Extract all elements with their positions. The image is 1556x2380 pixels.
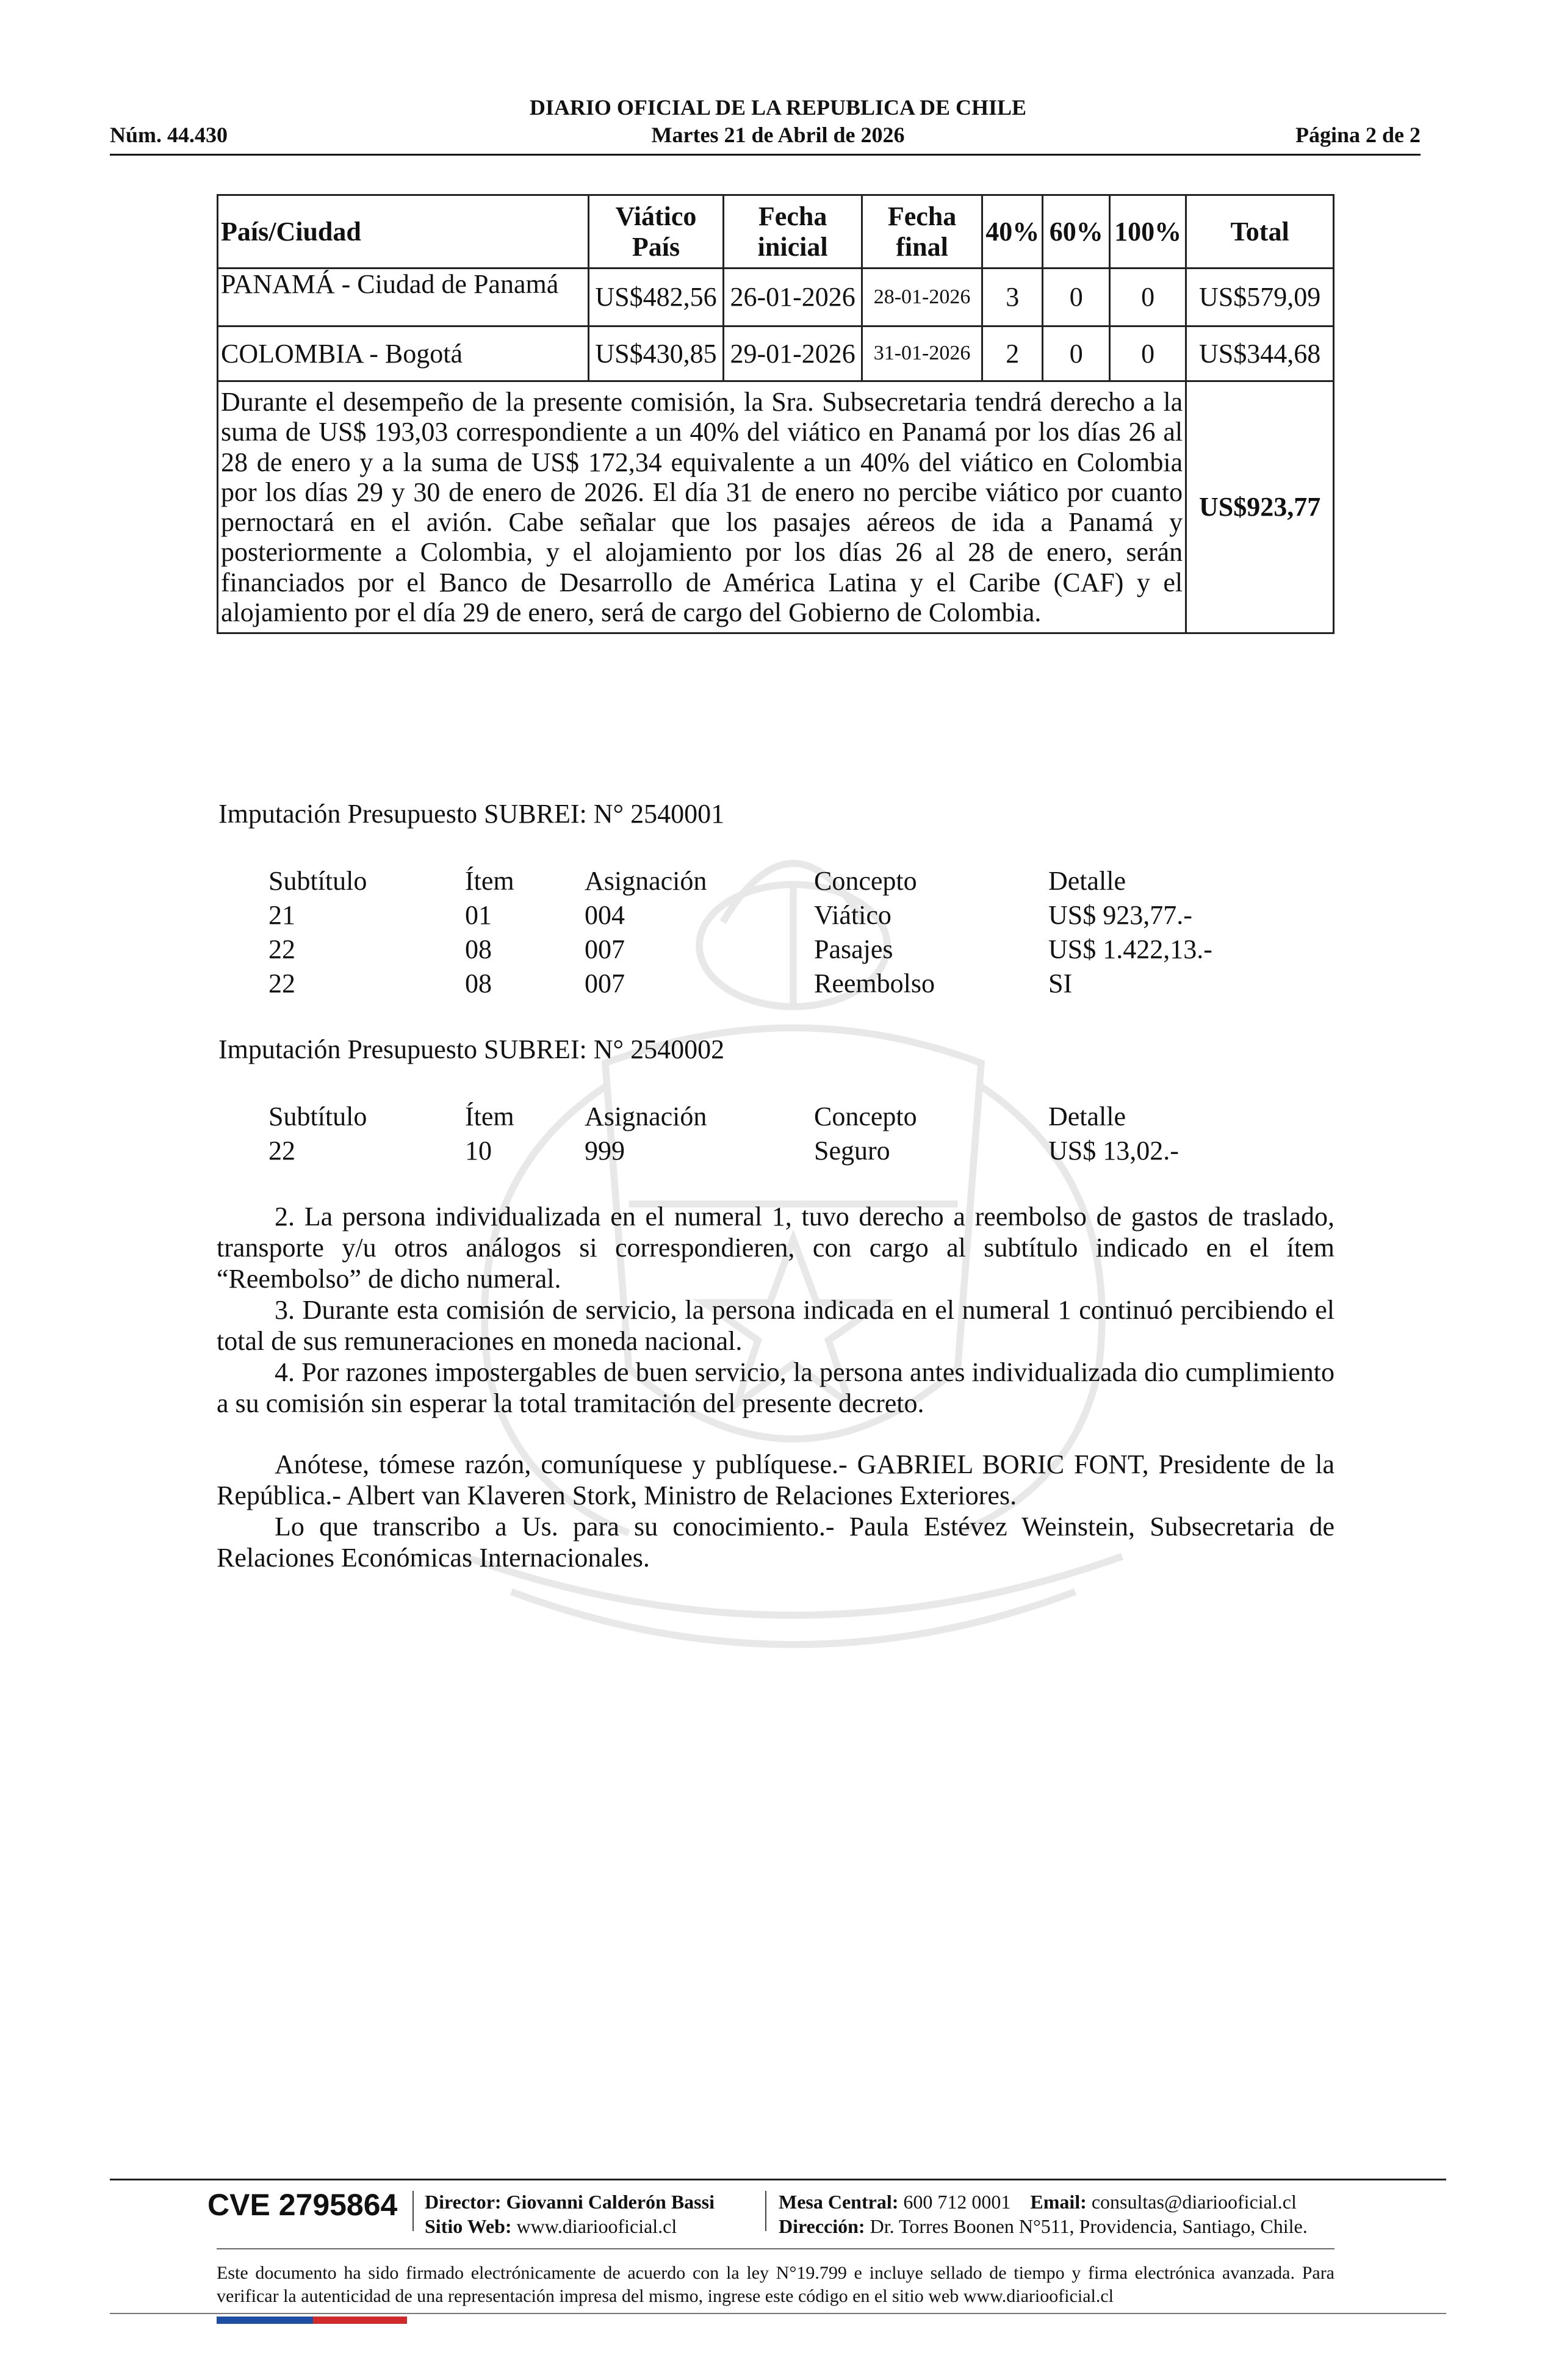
imputation-col-header: Asignación — [585, 866, 707, 896]
col-header-viatico: Viático País — [588, 195, 724, 269]
director-line: Director: Giovanni Calderón Bassi — [425, 2191, 715, 2213]
cell-fecha-inicial: 26-01-2026 — [724, 269, 862, 326]
cell-pais: COLOMBIA - Bogotá — [218, 326, 589, 381]
paragraph-3: 3. Durante esta comisión de servicio, la persona indicada en el numeral 1 continuó percibiendo el total de sus remuneraciones en moneda nacional. — [217, 1295, 1334, 1356]
website-link[interactable]: www.diariooficial.cl — [516, 2215, 677, 2237]
imputation-cell: 08 — [465, 968, 492, 998]
imputation-cell: 01 — [465, 900, 492, 930]
imputation-cell: Reembolso — [814, 968, 935, 998]
cell-fecha-final: 31-01-2026 — [862, 326, 982, 381]
footer-separator — [765, 2191, 766, 2231]
signature-notice: Este documento ha sido firmado electrónicamente de acuerdo con la ley N°19.799 e incluye sellado de tiempo y firma electrónica avanzada. Para verificar la autenticidad de una representación impresa del mismo, ingrese este código en el sitio web www.diariooficial.cl — [217, 2263, 1334, 2306]
grand-total: US$923,77 — [1186, 381, 1334, 633]
cell-viatico: US$430,85 — [588, 326, 724, 381]
transcription-paragraph: Lo que transcribo a Us. para su conocimiento.- Paula Estévez Weinstein, Subsecretaria de Relaciones Económicas Internacionales. — [217, 1512, 1334, 1573]
website-line: Sitio Web: www.diariooficial.cl — [425, 2215, 677, 2237]
imputation-col-header: Asignación — [585, 1102, 707, 1131]
contact-line: Mesa Central: 600 712 0001 Email: consultas@diariooficial.cl — [779, 2191, 1297, 2213]
imputation-cell: Seguro — [814, 1136, 890, 1166]
imputation-col-header: Concepto — [814, 866, 917, 896]
col-header-100: 100% — [1110, 195, 1186, 269]
imputation-cell: Pasajes — [814, 934, 893, 964]
imputation-cell: 004 — [585, 900, 625, 930]
imputation-cell: SI — [1048, 968, 1073, 998]
imputation-cell: 007 — [585, 934, 625, 964]
email-link[interactable]: consultas@diariooficial.cl — [1091, 2191, 1297, 2213]
imputation-cell: US$ 923,77.- — [1048, 900, 1192, 930]
imputation-cell: 007 — [585, 968, 625, 998]
col-header-total: Total — [1186, 195, 1334, 269]
col-header-fecha-inicial: Fecha inicial — [724, 195, 862, 269]
imputation-cell: US$ 1.422,13.- — [1048, 934, 1212, 964]
cell-40: 3 — [982, 269, 1043, 326]
imputation-col-header: Detalle — [1048, 866, 1126, 896]
imputation-col-header: Concepto — [814, 1102, 917, 1131]
imputation-col-header: Ítem — [465, 866, 514, 896]
paragraph-4: 4. Por razones impostergables de buen servicio, la persona antes individualizada dio cumplimiento a su comisión sin esperar la total tramitación del presente decreto. — [217, 1357, 1334, 1418]
col-header-fecha-final: Fecha final — [862, 195, 982, 269]
imputation-title: Imputación Presupuesto SUBREI: N° 2540001 — [218, 799, 725, 829]
imputation-cell: 22 — [268, 934, 295, 964]
cell-total: US$579,09 — [1186, 269, 1334, 326]
address-line: Dirección: Dr. Torres Boonen N°511, Providencia, Santiago, Chile. — [779, 2215, 1308, 2237]
cell-100: 0 — [1110, 326, 1186, 381]
viatico-table — [217, 194, 1334, 634]
col-header-pais: País/Ciudad — [218, 195, 589, 269]
imputation-cell: 08 — [465, 934, 492, 964]
cell-100: 0 — [1110, 269, 1186, 326]
closing-paragraph: Anótese, tómese razón, comuníquese y publíquese.- GABRIEL BORIC FONT, Presidente de la República.- Albert van Klaveren Stork, Ministro de Relaciones Exteriores. — [217, 1449, 1334, 1510]
imputation-cell: 22 — [268, 1136, 295, 1166]
flag-stripe-red — [313, 2317, 407, 2324]
imputation-cell: 999 — [585, 1136, 625, 1166]
cell-pais: PANAMÁ - Ciudad de Panamá — [218, 269, 589, 326]
page-indicator: Página 2 de 2 — [1295, 123, 1421, 147]
col-header-60: 60% — [1043, 195, 1110, 269]
issue-number: Núm. 44.430 — [110, 123, 228, 147]
imputation-col-header: Ítem — [465, 1102, 514, 1131]
table-header-row — [218, 195, 1334, 269]
cell-40: 2 — [982, 326, 1043, 381]
footer-divider — [110, 2179, 1446, 2180]
flag-stripe-blue — [217, 2317, 313, 2324]
imputation-cell: Viático — [814, 900, 891, 930]
paragraph-2: 2. La persona individualizada en el numeral 1, tuvo derecho a reembolso de gastos de traslado, transporte y/u otros análogos si correspondieren, con cargo al subtítulo indicado en el ítem “Reembolso” de dicho numeral. — [217, 1202, 1334, 1294]
imputation-col-header: Subtítulo — [268, 866, 367, 896]
cell-total: US$344,68 — [1186, 326, 1334, 381]
imputation-col-header: Detalle — [1048, 1102, 1126, 1131]
newspaper-title: DIARIO OFICIAL DE LA REPUBLICA DE CHILE — [529, 95, 1027, 120]
imputation-col-header: Subtítulo — [268, 1102, 367, 1131]
cell-fecha-inicial: 29-01-2026 — [724, 326, 862, 381]
imputation-cell: 22 — [268, 968, 295, 998]
cell-viatico: US$482,56 — [588, 269, 724, 326]
footer-bottom-rule — [110, 2313, 1446, 2314]
imputation-cell: 10 — [465, 1136, 492, 1166]
cell-fecha-final: 28-01-2026 — [862, 269, 982, 326]
imputation-cell: US$ 13,02.- — [1048, 1136, 1179, 1166]
table-note-row — [218, 381, 1334, 633]
imputation-title: Imputación Presupuesto SUBREI: N° 2540002 — [218, 1034, 725, 1064]
table-row — [218, 269, 1334, 326]
imputation-cell: 21 — [268, 900, 295, 930]
footer-separator — [412, 2191, 414, 2231]
header-divider — [110, 154, 1421, 156]
table-row — [218, 326, 1334, 381]
col-header-40: 40% — [982, 195, 1043, 269]
cell-60: 0 — [1043, 269, 1110, 326]
footer-divider-thin — [217, 2248, 1334, 2249]
cve-code: CVE 2795864 — [207, 2188, 398, 2222]
table-note: Durante el desempeño de la presente comisión, la Sra. Subsecretaria tendrá derecho a la suma de US$ 193,03 correspondiente a un 40% del viático en Panamá por los días 26 al 28 de enero y a la suma de US$ 172,34 equivalente a un 40% del viático en Colombia por los días 29 y 30 de enero de 2026. El día 31 de enero no percibe viático por cuanto pernoctará en el avión. Cabe señalar que los pasajes aéreos de ida a Panamá y posteriormente a Colombia, y el alojamiento por los días 26 al 28 de enero, serán financiados por el Banco de Desarrollo de América Latina y el Caribe (CAF) y el alojamiento por el día 29 de enero, será de cargo del Gobierno de Colombia. — [218, 381, 1186, 633]
cell-60: 0 — [1043, 326, 1110, 381]
issue-date: Martes 21 de Abril de 2026 — [651, 123, 905, 147]
